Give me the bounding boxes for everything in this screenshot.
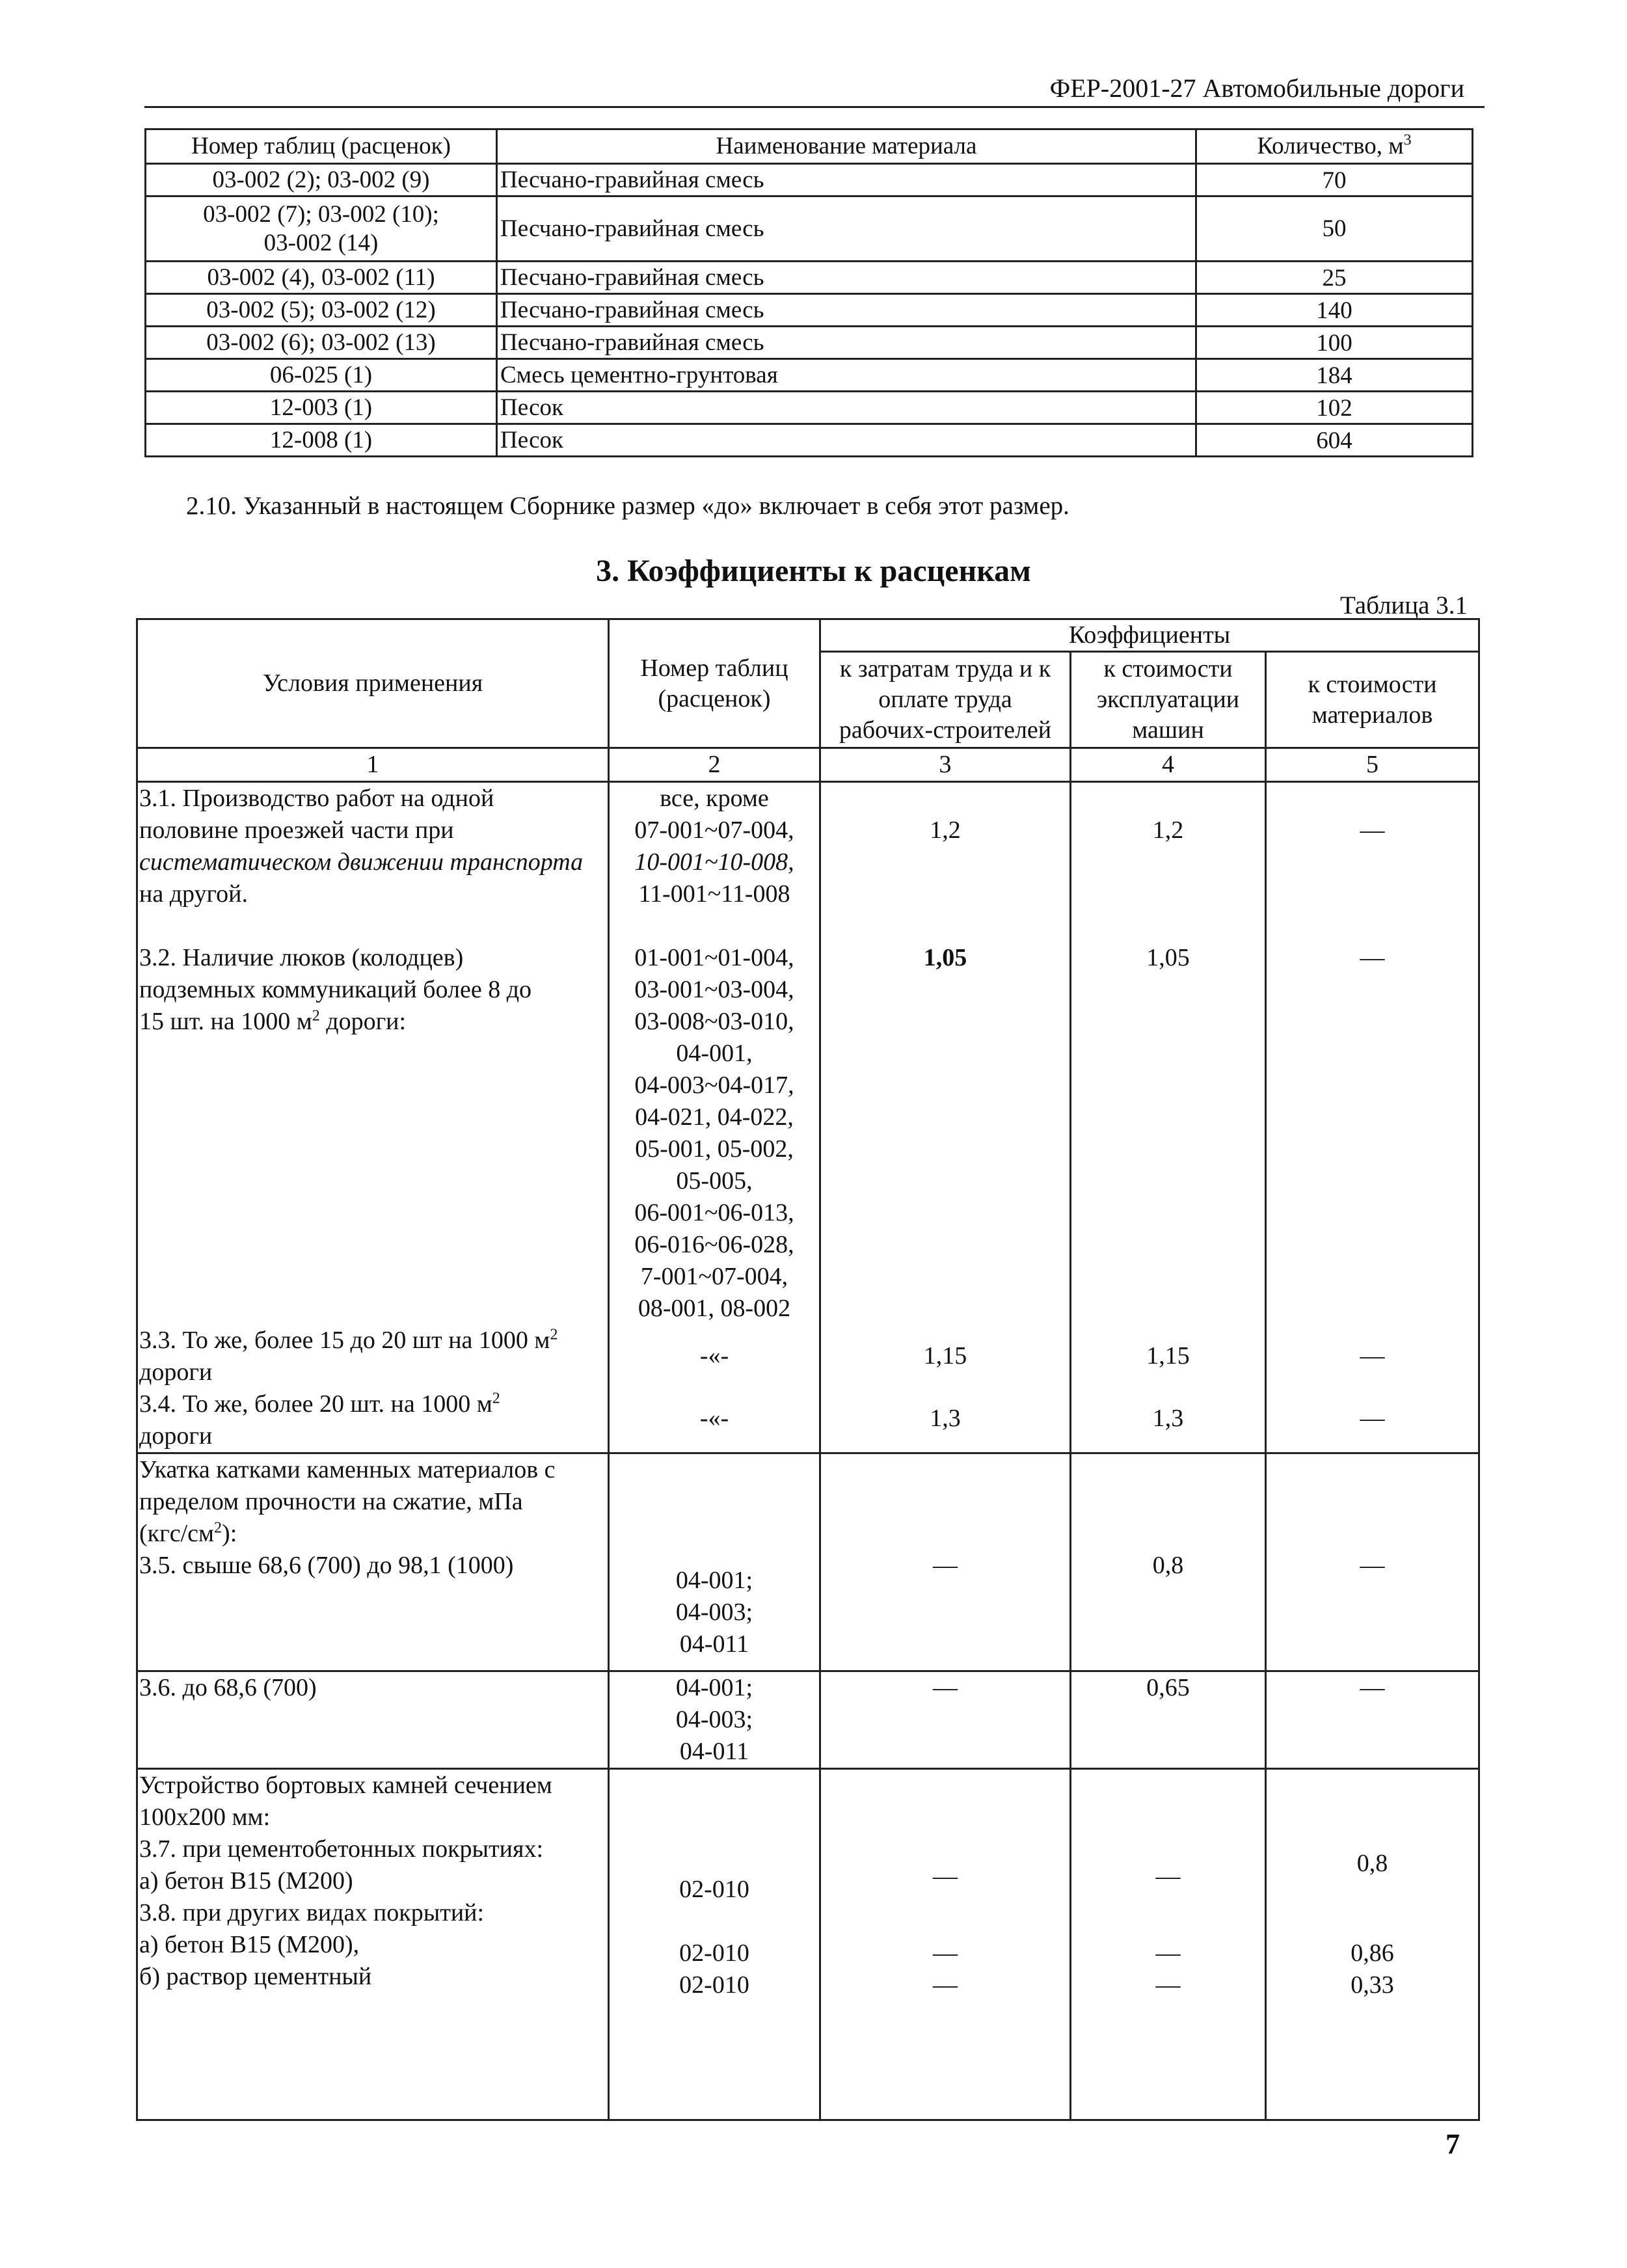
material-cell: Смесь цементно-грунтовая	[497, 359, 1196, 392]
cell-line: 04-001,	[676, 1040, 753, 1067]
material-cell: Песок	[497, 392, 1196, 424]
labor-coef-cell	[820, 782, 1071, 1453]
cell-line: 0,33	[1351, 1971, 1394, 1999]
cell-line: систематическом движении транспорта	[139, 848, 584, 876]
cell-line: половине проезжей части при	[139, 817, 454, 844]
cell-line: 3.1. Производство работ на одной	[139, 785, 494, 812]
cell-line: -«-	[699, 1342, 729, 1370]
table-row	[146, 262, 1473, 294]
column-header-labor	[820, 652, 1071, 748]
cell-line: на другой.	[139, 880, 249, 908]
cell-line: 3.6. до 68,6 (700)	[139, 1674, 317, 1701]
column-header-conditions: Условия применения	[137, 619, 609, 748]
table-header-row	[146, 129, 1473, 164]
column-header-table-numbers	[609, 619, 820, 748]
cell-line: 06-016~06-028,	[634, 1231, 794, 1258]
column-number: 1	[137, 748, 609, 782]
spacer	[610, 1906, 819, 1937]
quantity-cell: 50	[1196, 196, 1473, 262]
table-numbers-cell: 03-002 (6); 03-002 (13)	[146, 327, 497, 359]
superscript: 2	[550, 1326, 558, 1343]
cell-line: 0,86	[1351, 1939, 1394, 1967]
cell-line: все, кроме	[660, 785, 769, 812]
column-number: 3	[820, 748, 1071, 782]
text: 3.4. То же, более 20 шт. на 1000 м	[139, 1390, 492, 1418]
cell-line: 1,3	[930, 1405, 961, 1432]
header-rule	[144, 106, 1485, 108]
spacer	[610, 1454, 819, 1565]
cell-line: 04-003;	[675, 1706, 753, 1733]
cell-line: 100x200 мм:	[139, 1803, 271, 1831]
conditions-cell	[137, 1453, 609, 1671]
spacer	[821, 1454, 1069, 1550]
spacer	[1267, 1454, 1478, 1550]
material-cell: Песчано-гравийная смесь	[497, 294, 1196, 327]
cell-line: 02-010	[679, 1939, 749, 1967]
table-row	[146, 196, 1473, 262]
table-numbers-cell: 12-008 (1)	[146, 424, 497, 457]
section-title: 3. Коэффициенты к расценкам	[596, 554, 1031, 588]
cell-line: 03-002 (7); 03-002 (10);	[203, 200, 439, 228]
cell-line: 3.7. при цементобетонных покрытиях:	[139, 1835, 544, 1863]
cell-line: 1,2	[930, 817, 961, 844]
spacer	[1267, 1880, 1478, 1937]
cell-line: 1,15	[923, 1342, 967, 1370]
spacer	[1071, 846, 1265, 942]
cell-line: -«-	[699, 1405, 729, 1432]
quantity-cell: 102	[1196, 392, 1473, 424]
cell-line: 1,2	[1152, 817, 1184, 844]
cell-line: —	[1155, 1863, 1181, 1890]
header-line: к затратам труда и к	[839, 655, 1051, 682]
running-header: ФЕР-2001-27 Автомобильные дороги	[1049, 74, 1464, 103]
cell-line: 3.2. Наличие люков (колодцев)	[139, 944, 464, 971]
spacer	[1267, 1770, 1478, 1848]
cell-line: 03-008~03-010,	[634, 1008, 794, 1035]
header-line: оплате труда	[878, 686, 1012, 713]
machines-coef-cell	[1071, 1769, 1266, 2120]
cell-line: 03-001~03-004,	[634, 976, 794, 1003]
cell-line: —	[1155, 1939, 1181, 1967]
cell-line: 05-005,	[676, 1167, 753, 1195]
spacer	[821, 1893, 1069, 1937]
cell-line: 01-001~01-004,	[634, 944, 794, 971]
table-numbers-cell	[609, 782, 820, 1453]
cell-line: —	[933, 1674, 958, 1701]
materials-coef-cell	[1266, 782, 1479, 1453]
column-number: 2	[609, 748, 820, 782]
table-row	[146, 392, 1473, 424]
column-header	[1196, 129, 1473, 164]
cell-line: 0,8	[1356, 1850, 1388, 1877]
coefficients-table	[136, 618, 1480, 2121]
table-row	[137, 1453, 1479, 1671]
cell-line: 1,15	[1146, 1342, 1190, 1370]
table-numbers-cell	[609, 1671, 820, 1769]
cell-line: 04-011	[679, 1738, 749, 1765]
cell-line: дороги	[139, 1422, 213, 1450]
cell-line: 03-002 (14)	[263, 229, 379, 256]
header-line: машин	[1132, 716, 1204, 744]
column-header-machines	[1071, 652, 1266, 748]
material-cell: Песчано-гравийная смесь	[497, 262, 1196, 294]
spacer	[1071, 1893, 1265, 1937]
table-numbers-cell: 06-025 (1)	[146, 359, 497, 392]
text: ):	[222, 1520, 237, 1547]
cell-line: 04-003;	[675, 1599, 753, 1626]
table-numbers-cell: 03-002 (2); 03-002 (9)	[146, 164, 497, 196]
spacer	[1267, 846, 1478, 942]
cell-line: —	[1360, 944, 1385, 971]
spacer	[139, 1038, 608, 1325]
materials-table	[144, 128, 1473, 457]
table-row	[137, 782, 1479, 1453]
text: дороги:	[319, 1008, 407, 1035]
machines-coef-cell	[1071, 782, 1266, 1453]
text: 15 шт. на 1000 м	[139, 1008, 312, 1035]
superscript: 2	[492, 1390, 500, 1407]
table-numbers-cell: 03-002 (4), 03-002 (11)	[146, 262, 497, 294]
cell-line: —	[933, 1552, 958, 1579]
cell-line: —	[1360, 1674, 1385, 1701]
superscript: 2	[214, 1519, 222, 1537]
cell-line: 1,05	[923, 944, 967, 971]
table-header-row	[137, 619, 1479, 652]
spacer	[821, 846, 1069, 942]
spacer	[1071, 783, 1265, 815]
table-row	[137, 1671, 1479, 1769]
quantity-cell: 100	[1196, 327, 1473, 359]
quantity-cell: 184	[1196, 359, 1473, 392]
column-header: Номер таблиц (расценок)	[146, 129, 497, 164]
spacer	[139, 910, 608, 942]
cell-line: 08-001, 08-002	[638, 1295, 791, 1322]
column-header-materials	[1266, 652, 1479, 748]
cell-line: 07-001~07-004,	[634, 817, 794, 844]
table-numbers-cell	[146, 196, 497, 262]
table-row	[146, 327, 1473, 359]
labor-coef-cell	[820, 1769, 1071, 2120]
cell-line: —	[1360, 817, 1385, 844]
materials-coef-cell	[1266, 1671, 1479, 1769]
spacer	[610, 1325, 819, 1340]
table-row	[146, 164, 1473, 196]
material-cell: Песчано-гравийная смесь	[497, 327, 1196, 359]
conditions-cell	[137, 1671, 609, 1769]
material-cell: Песчано-гравийная смесь	[497, 164, 1196, 196]
spacer	[1071, 974, 1265, 1340]
cell-line	[139, 1325, 608, 1357]
spacer	[610, 1372, 819, 1403]
spacer	[821, 783, 1069, 815]
conditions-cell	[137, 1769, 609, 2120]
spacer	[610, 910, 819, 942]
material-cell: Песок	[497, 424, 1196, 457]
cell-line: а) бетон В15 (М200),	[139, 1931, 360, 1958]
page-number: 7	[1445, 2128, 1460, 2160]
spacer	[821, 1770, 1069, 1861]
header-line: к стоимости	[1308, 670, 1437, 698]
spacer	[1267, 1372, 1478, 1403]
cell-line	[139, 1388, 608, 1420]
spacer	[1071, 1454, 1265, 1550]
cell-line	[139, 1006, 608, 1038]
cell-line: 3.8. при других видах покрытий:	[139, 1899, 485, 1926]
cell-line: 10-001~10-008,	[634, 848, 794, 876]
text: (кгс/см	[139, 1520, 215, 1547]
column-header-coefficients: Коэффициенты	[820, 619, 1479, 652]
cell-line: 02-010	[679, 1971, 749, 1999]
spacer	[1071, 1770, 1265, 1861]
spacer	[1267, 974, 1478, 1340]
table-row	[146, 424, 1473, 457]
cell-line: 11-001~11-008	[638, 880, 790, 908]
cell-line: 0,8	[1152, 1552, 1184, 1579]
cell-line: 0,65	[1146, 1674, 1190, 1701]
spacer	[1071, 1372, 1265, 1403]
cell-line: —	[933, 1939, 958, 1967]
quantity-cell: 140	[1196, 294, 1473, 327]
cell-line: 02-010	[679, 1876, 749, 1903]
cell-line: —	[933, 1863, 958, 1890]
table-numbers-cell	[609, 1769, 820, 2120]
cell-line: 04-011	[679, 1630, 749, 1658]
table-row	[137, 1769, 1479, 2120]
cell-line: 7-001~07-004,	[640, 1263, 788, 1290]
column-number-row	[137, 748, 1479, 782]
header-line: эксплуатации	[1096, 686, 1240, 713]
spacer	[821, 974, 1069, 1340]
machines-coef-cell	[1071, 1671, 1266, 1769]
cell-line: Укатка катками каменных материалов с	[139, 1456, 556, 1483]
spacer	[1267, 783, 1478, 815]
spacer	[821, 1372, 1069, 1403]
header-text: Количество, м	[1257, 133, 1404, 159]
cell-line: 04-003~04-017,	[634, 1072, 794, 1099]
table-numbers-cell	[609, 1453, 820, 1671]
cell-line: Устройство бортовых камней сечением	[139, 1772, 552, 1799]
table-row	[146, 294, 1473, 327]
quantity-cell: 25	[1196, 262, 1473, 294]
labor-coef-cell	[820, 1453, 1071, 1671]
cell-line: подземных коммуникаций более 8 до	[139, 976, 532, 1003]
cell-line: —	[1155, 1971, 1181, 1999]
cell-line: —	[933, 1971, 958, 1999]
header-line: рабочих-строителей	[839, 716, 1052, 744]
table-numbers-cell: 12-003 (1)	[146, 392, 497, 424]
cell-line: 05-001, 05-002,	[635, 1135, 794, 1163]
cell-line: а) бетон В15 (М200)	[139, 1867, 353, 1895]
column-number: 4	[1071, 748, 1266, 782]
conditions-cell	[137, 782, 609, 1453]
cell-line: —	[1360, 1342, 1385, 1370]
cell-line: 1,05	[1146, 944, 1190, 971]
spacer	[610, 1770, 819, 1874]
cell-line: 04-001;	[675, 1674, 753, 1701]
text: 3.3. То же, более 15 до 20 шт на 1000 м	[139, 1327, 550, 1354]
superscript: 3	[1403, 131, 1412, 149]
header-line: Номер таблиц	[640, 654, 788, 682]
table-caption: Таблица 3.1	[1339, 591, 1468, 619]
note-paragraph: 2.10. Указанный в настоящем Сборнике размер «до» включает в себя этот размер.	[186, 492, 1069, 520]
header-line: материалов	[1311, 701, 1433, 729]
cell-line: 3.5. свыше 68,6 (700) до 98,1 (1000)	[139, 1552, 514, 1579]
material-cell: Песчано-гравийная смесь	[497, 196, 1196, 262]
cell-line: —	[1360, 1552, 1385, 1579]
cell-line: 04-001;	[675, 1567, 753, 1594]
materials-coef-cell	[1266, 1769, 1479, 2120]
cell-line	[139, 1518, 608, 1550]
header-line: (расценок)	[658, 684, 771, 712]
quantity-cell: 604	[1196, 424, 1473, 457]
quantity-cell: 70	[1196, 164, 1473, 196]
table-row	[146, 359, 1473, 392]
header-line: к стоимости	[1103, 655, 1233, 682]
machines-coef-cell	[1071, 1453, 1266, 1671]
cell-line: 06-001~06-013,	[634, 1199, 794, 1226]
cell-line: б) раствор цементный	[139, 1963, 372, 1990]
materials-coef-cell	[1266, 1453, 1479, 1671]
cell-line: пределом прочности на сжатие, мПа	[139, 1488, 523, 1515]
cell-line: 1,3	[1152, 1405, 1184, 1432]
labor-coef-cell	[820, 1671, 1071, 1769]
cell-line: дороги	[139, 1358, 213, 1386]
column-header: Наименование материала	[497, 129, 1196, 164]
superscript: 2	[312, 1007, 320, 1025]
table-numbers-cell: 03-002 (5); 03-002 (12)	[146, 294, 497, 327]
column-number: 5	[1266, 748, 1479, 782]
cell-line: 04-021, 04-022,	[635, 1103, 794, 1131]
cell-line: —	[1360, 1405, 1385, 1432]
